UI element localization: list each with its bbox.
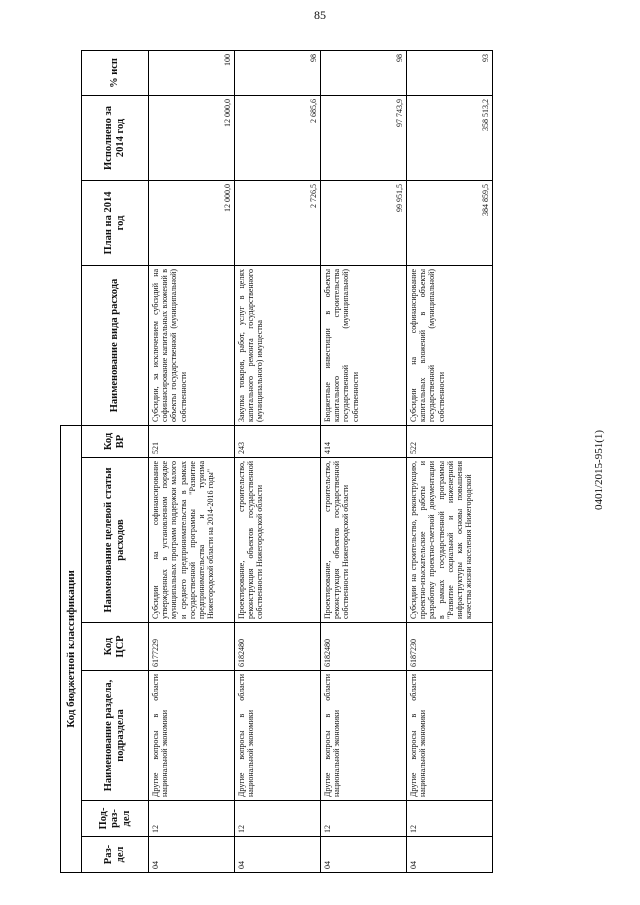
header-executed: Исполнено за 2014 год (82, 95, 149, 180)
table-row (149, 50, 235, 872)
cell-name-vr: Субсидии на софинансирование капитальных вложений в объекты государственной (муниципальной) собственности (407, 265, 493, 425)
header-podrazdel: Под-раз-дел (82, 801, 149, 837)
table-row (321, 50, 407, 872)
cell-code-csr: 6187230 (407, 623, 493, 671)
cell-name-vr: Субсидии, за исключением субсидий на софинансирование капитальных вложений в объекты государственной (муниципальной) собственности (149, 265, 235, 425)
header-code-vr: Код ВР (82, 425, 149, 457)
cell-code-vr: 522 (407, 425, 493, 457)
cell-code-vr: 243 (235, 425, 321, 457)
header-name-csr: Наименование целевой статьи расходов (82, 458, 149, 623)
cell-name-csr: Проектирование, строительство, реконструкция объектов государственной собственности Нижегородской области (235, 458, 321, 623)
cell-code-vr: 414 (321, 425, 407, 457)
cell-podrazdel: 12 (149, 801, 235, 837)
cell-name-csr: Субсидии на строительство, реконструкцию, проектно-изыскательские работы и разработку проектно-сметной документации в рамках государственной программы "Развитие социальной и инженерной инфраструктуры как основы повышения качества жизни населения Нижегородской (407, 458, 493, 623)
cell-code-csr: 6182480 (321, 623, 407, 671)
cell-percent: 93 (407, 50, 493, 95)
cell-code-csr: 6182480 (235, 623, 321, 671)
cell-podrazdel: 12 (235, 801, 321, 837)
cell-name-csr: Проектирование, строительство, реконструкция объектов государственной собственности Нижегородской области (321, 458, 407, 623)
budget-classification-header: Код бюджетной классификации (61, 425, 82, 872)
header-plan: План на 2014 год (82, 180, 149, 265)
header-razdel: Раз-дел (82, 837, 149, 873)
rotated-page (60, 51, 600, 873)
cell-plan: 99 951,5 (321, 180, 407, 265)
cell-podrazdel: 12 (321, 801, 407, 837)
cell-razdel: 04 (235, 837, 321, 873)
header-name-razdel: Наименование раздела, подраздела (82, 671, 149, 801)
cell-executed: 358 513,2 (407, 95, 493, 180)
cell-name-vr: Бюджетные инвестиции в объекты капитального строительства государственной (муниципальной) собственности (321, 265, 407, 425)
page-number: 85 (314, 8, 326, 22)
cell-name-razdel: Другие вопросы в области национальной экономики (149, 671, 235, 801)
cell-plan: 384 859,5 (407, 180, 493, 265)
cell-name-razdel: Другие вопросы в области национальной экономики (407, 671, 493, 801)
cell-name-razdel: Другие вопросы в области национальной экономики (235, 671, 321, 801)
cell-percent: 98 (235, 50, 321, 95)
cell-plan: 12 000,0 (149, 180, 235, 265)
cell-executed: 2 685,6 (235, 95, 321, 180)
header-code-csr: Код ЦСР (82, 623, 149, 671)
cell-razdel: 04 (321, 837, 407, 873)
cell-percent: 98 (321, 50, 407, 95)
budget-table (60, 50, 493, 873)
cell-name-csr: Субсидии на софинансирование утвержденных в установленном порядке муниципальных программ поддержки малого и среднего предпринимательства в рамках государственной программы "Развитие предпринимательства и туризма Нижегородской области на 2014-2016 годы" (149, 458, 235, 623)
cell-executed: 12 000,0 (149, 95, 235, 180)
cell-percent: 100 (149, 50, 235, 95)
cell-razdel: 04 (149, 837, 235, 873)
cell-name-razdel: Другие вопросы в области национальной экономики (321, 671, 407, 801)
cell-code-vr: 521 (149, 425, 235, 457)
table-row (235, 50, 321, 872)
header-name-vr: Наименование вида расхода (82, 265, 149, 425)
cell-razdel: 04 (407, 837, 493, 873)
cell-code-csr: 6177229 (149, 623, 235, 671)
cell-podrazdel: 12 (407, 801, 493, 837)
document-code: 0401/2015-951(1) (593, 429, 605, 510)
cell-plan: 2 726,5 (235, 180, 321, 265)
table-row (407, 50, 493, 872)
header-percent: % исп (82, 50, 149, 95)
cell-name-vr: Закупка товаров, работ, услуг в целях капитального ремонта государственного (муниципального) имущества (235, 265, 321, 425)
cell-executed: 97 743,9 (321, 95, 407, 180)
header-spacer (61, 50, 82, 425)
